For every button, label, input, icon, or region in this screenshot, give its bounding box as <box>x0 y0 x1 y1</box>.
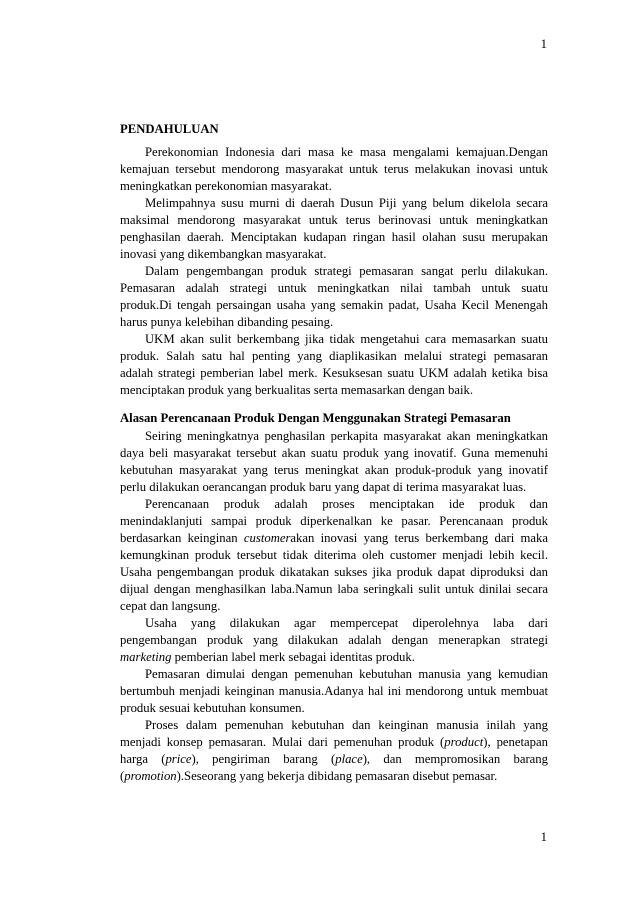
text-segment: ), pengiriman barang ( <box>191 752 336 766</box>
paragraph-1 <box>120 144 548 195</box>
section-heading-pendahuluan: PENDAHULUAN <box>120 122 219 136</box>
text-line: Proses dalam pemenuhan kebutuhan dan keinginan manusia inilah yang <box>145 718 548 732</box>
text-line: menindaklanjuti sampai produk diperkenalkan ke pasar. Perencanaan produk <box>120 514 548 528</box>
text-segment: akan inovasi yang terus berkembang dari maka <box>290 531 548 545</box>
italic-term: place <box>335 752 363 766</box>
text-segment: ).Seseorang yang bekerja dibidang pemasaran disebut pemasar. <box>176 769 498 783</box>
text-line: produk.Di tengah persaingan usaha yang semakin padat, Usaha Kecil Menengah <box>120 298 548 312</box>
paragraph-4 <box>120 331 548 399</box>
text-line: kebutuhan masyarakat yang terus meningkat akan produk-produk yang inovatif <box>120 463 548 477</box>
paragraph-5 <box>120 428 548 496</box>
text-segment: pemberian label merk sebagai identitas produk. <box>171 650 415 664</box>
text-line <box>120 734 548 751</box>
italic-term: price <box>165 752 192 766</box>
text-segment: harga ( <box>120 752 166 766</box>
text-segment: ( <box>120 769 125 783</box>
paragraph-7 <box>120 615 548 666</box>
text-line: Melimpahnya susu murni di daerah Dusun Piji yang belum dikelola secara <box>145 196 548 210</box>
paragraph-6 <box>120 496 548 615</box>
paragraph-3 <box>120 263 548 331</box>
text-line: menciptakan produk yang berkualitas serta memasarkan dengan baik. <box>120 383 474 397</box>
paragraph-9 <box>120 717 548 785</box>
text-line <box>120 530 548 547</box>
text-line: dijual dengan menghasilkan laba.Namun laba seringkali sulit untuk dinilai secara <box>120 582 548 596</box>
text-line: kemungkinan produk tersebut tidak diterima oleh customer menjadi lebih kecil. <box>120 548 548 562</box>
paragraph-2 <box>120 195 548 263</box>
footer-page-number: 1 <box>540 830 547 844</box>
text-line: Perekonomian Indonesia dari masa ke masa mengalami kemajuan.Dengan <box>145 145 548 159</box>
text-line: pengembangan produk yang dilakukan adalah dengan menerapkan strategi <box>120 633 548 647</box>
text-line: cepat dan langsung. <box>120 599 221 613</box>
text-segment: menjadi konsep pemasaran. Mulai dari pemenuhan produk ( <box>120 735 445 749</box>
text-line: perlu dilakukan oerancangan produk baru yang dapat di terima masyarakat luas. <box>120 480 527 494</box>
text-line: produk sesuai kebutuhan konsumen. <box>120 701 305 715</box>
text-line <box>120 768 548 785</box>
italic-term: marketing <box>120 650 172 664</box>
text-line: Dalam pengembangan produk strategi pemasaran sangat perlu dilakukan. <box>145 264 548 278</box>
text-line: daya beli masyarakat tersebut akan suatu produk yang inovatif. Guna memenuhi <box>120 446 548 460</box>
text-line: inovasi yang dikembangkan masyarakat. <box>120 247 327 261</box>
italic-term: promotion <box>124 769 177 783</box>
text-line <box>120 649 548 666</box>
text-line: produk. Salah satu hal penting yang diaplikasikan melalui strategi pemasaran <box>120 349 548 363</box>
text-line: harus punya kelebihan dibanding pesaing. <box>120 315 334 329</box>
text-line: Usaha pengembangan produk dikatakan sukses jika produk dapat diproduksi dan <box>120 565 548 579</box>
text-line: Usaha yang dilakukan agar mempercepat diperolehnya laba dari <box>145 616 548 630</box>
text-line: penghasilan daerah. Menciptakan kudapan ringan hasil olahan susu merupakan <box>120 230 548 244</box>
text-line: kemajuan tersebut mendorong masyarakat untuk terus melakukan inovasi untuk <box>120 162 548 176</box>
text-line: bertumbuh menjadi keinginan manusia.Adanya hal ini mendorong untuk membuat <box>120 684 548 698</box>
document-body <box>120 121 548 785</box>
italic-term: product <box>444 735 484 749</box>
text-line: Pemasaran adalah strategi untuk meningkatkan nilai tambah untuk suatu <box>120 281 548 295</box>
paragraph-8 <box>120 666 548 717</box>
text-segment: ), dan mempromosikan barang <box>362 752 548 766</box>
text-line <box>120 751 548 768</box>
text-segment: berdasarkan keinginan <box>120 531 244 545</box>
text-segment: ), penetapan <box>483 735 548 749</box>
text-line: Seiring meningkatnya penghasilan perkapita masyarakat akan meningkatkan <box>145 429 548 443</box>
header-page-number: 1 <box>540 37 547 51</box>
text-line: meningkatkan perekonomian masyarakat. <box>120 179 332 193</box>
text-line: UKM akan sulit berkembang jika tidak mengetahui cara memasarkan suatu <box>145 332 548 346</box>
text-line: Perencanaan produk adalah proses menciptakan ide produk dan <box>145 497 548 511</box>
italic-term: customer <box>243 531 291 545</box>
text-line: Pemasaran dimulai dengan pemenuhan kebutuhan manusia yang kemudian <box>145 667 548 681</box>
text-line: maksimal mendorong masyarakat untuk terus berinovasi untuk meningkatkan <box>120 213 548 227</box>
text-line: adalah strategi pemberian label merk. Kesuksesan suatu UKM adalah ketika bisa <box>120 366 548 380</box>
section-heading-alasan-perencanaan: Alasan Perencanaan Produk Dengan Menggunakan Strategi Pemasaran <box>120 411 511 425</box>
